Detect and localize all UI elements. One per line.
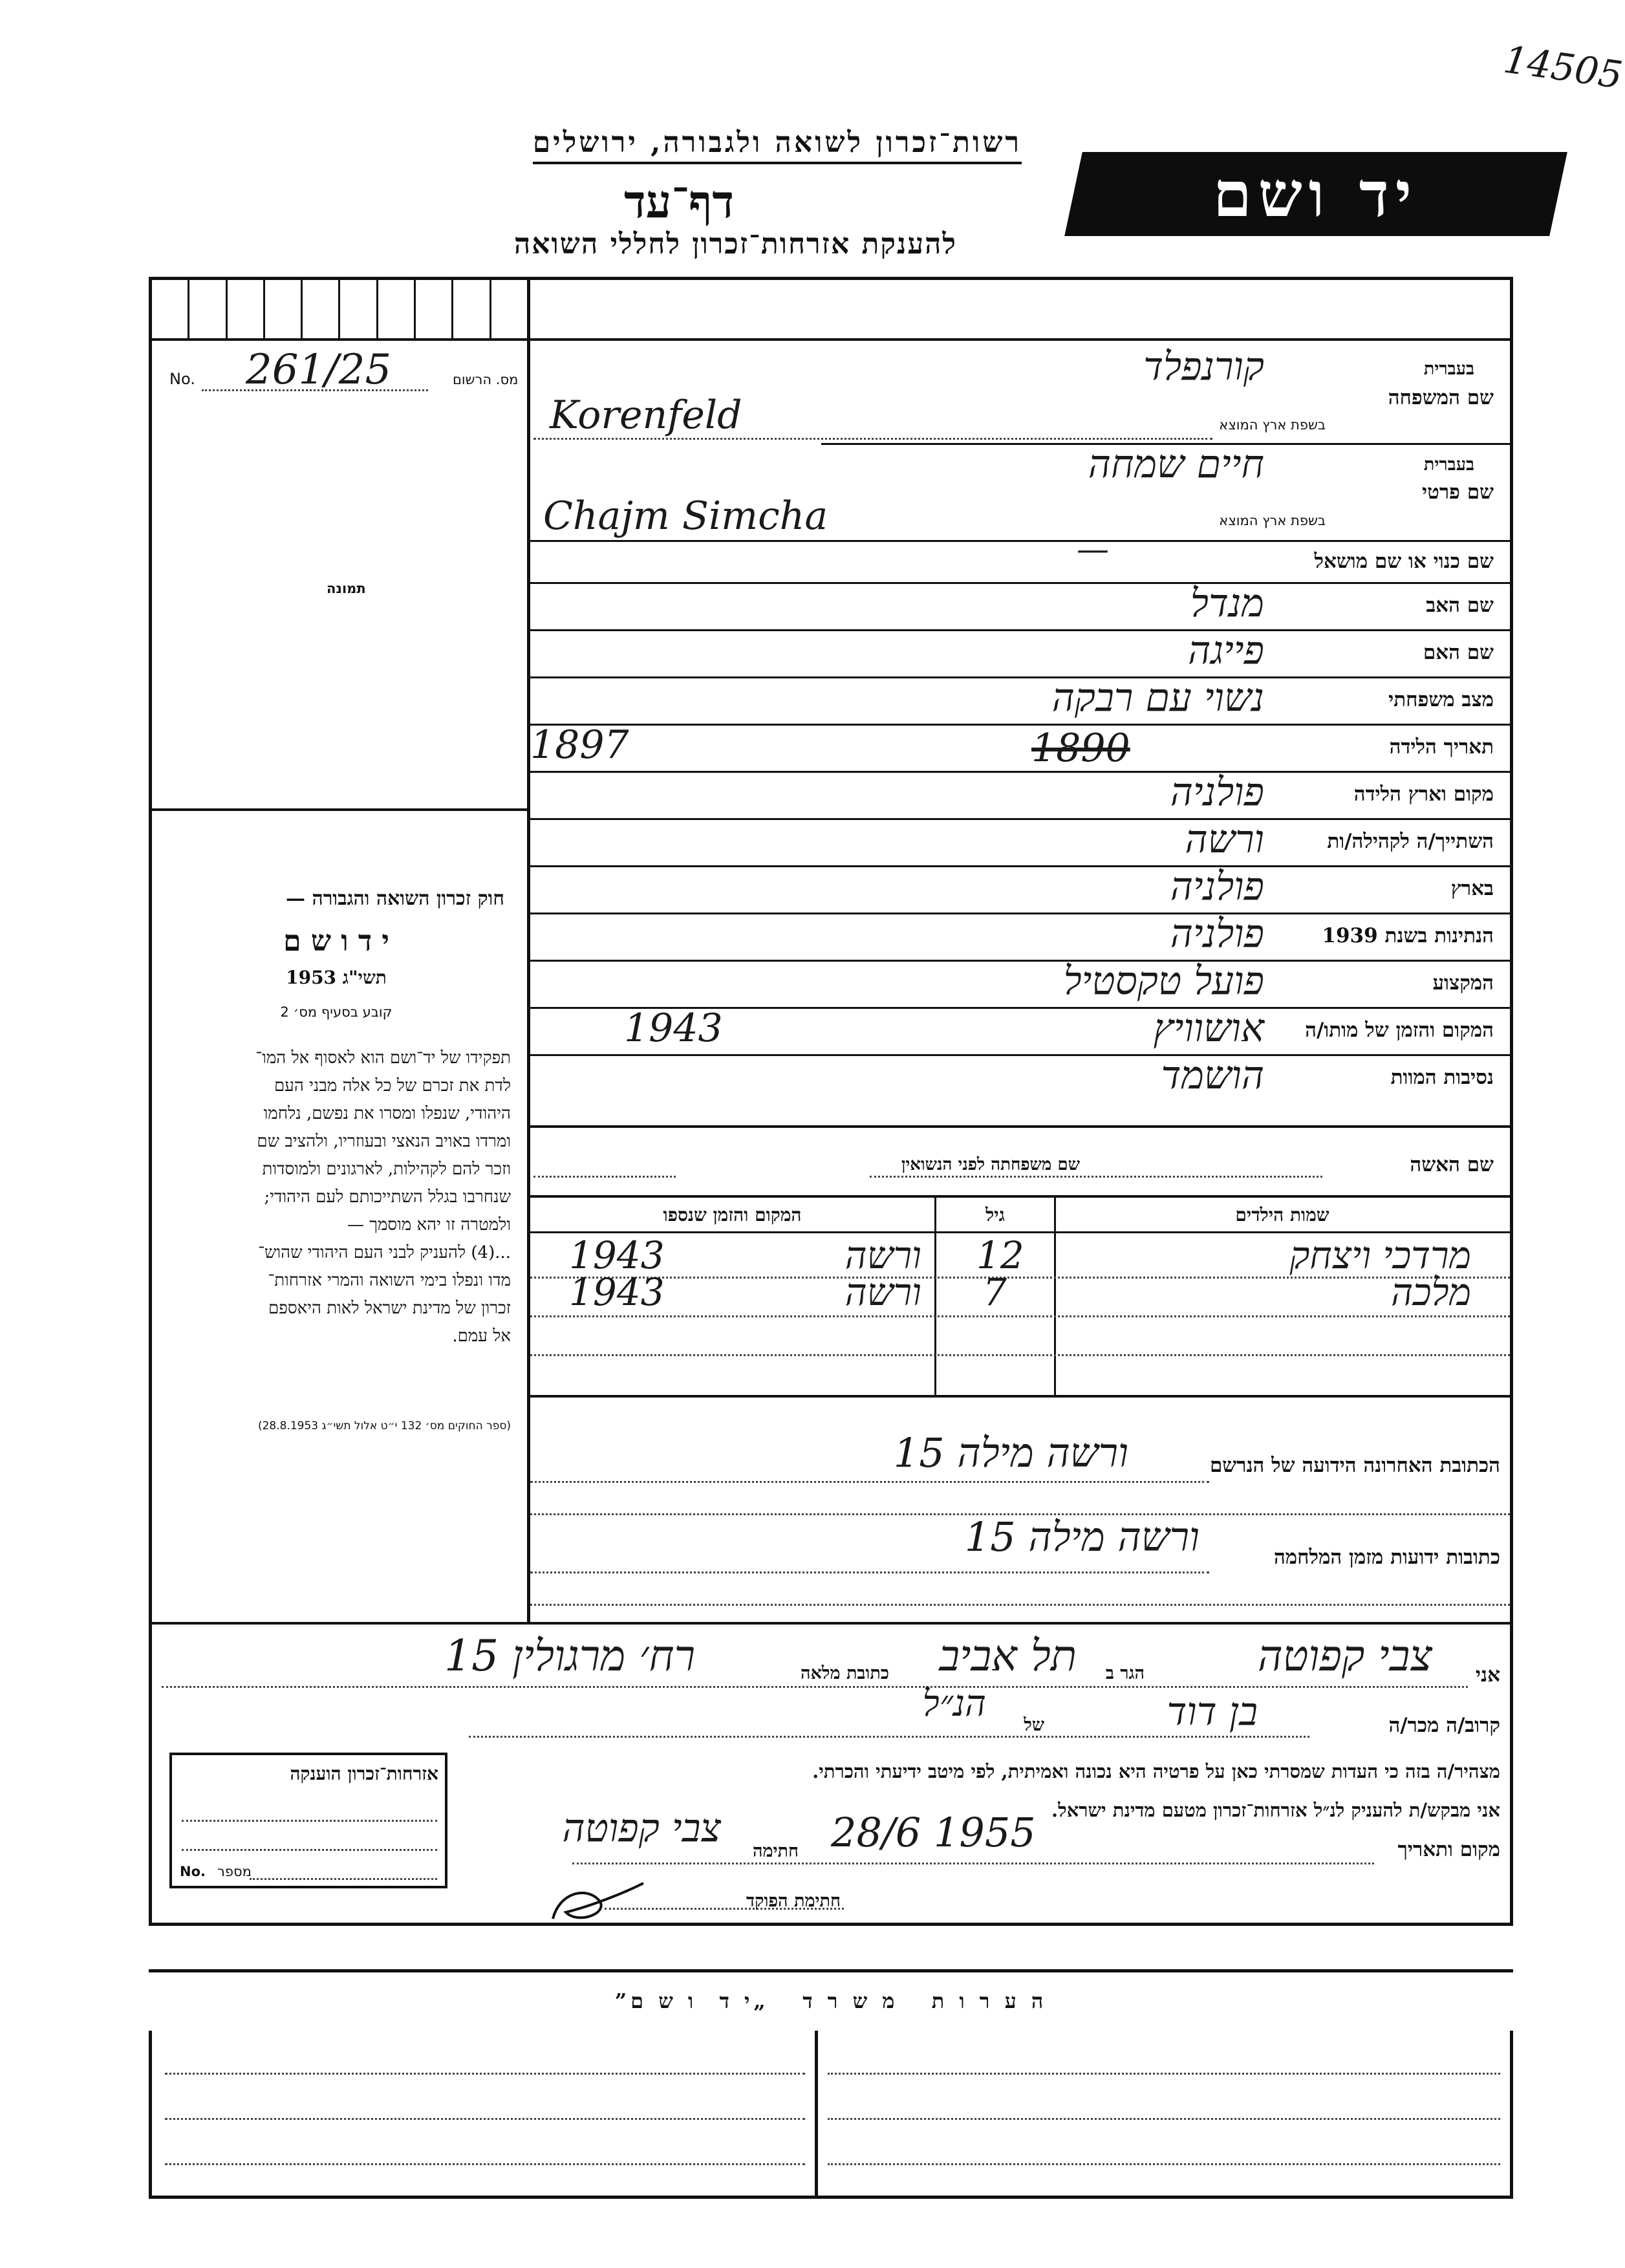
tick-strip: [152, 280, 527, 338]
law-section: קובע בסעיף מס׳ 2: [280, 1004, 393, 1020]
profession-value: פועל טקסטיל: [1063, 958, 1264, 1004]
witness-of-value: הנ״ל: [922, 1683, 986, 1725]
witness-relative-value: בן דוד: [1167, 1689, 1258, 1734]
marital-label: מצב משפחתי: [1388, 688, 1494, 711]
first-name-hebrew: חיים שמחה: [1088, 442, 1264, 487]
child-age: 12: [976, 1233, 1024, 1277]
field-birth-place: [527, 770, 1513, 818]
last-address-label: הכתובת האחרונה הידועה של הנרשם: [1209, 1454, 1500, 1477]
law-line: ...(4) להעניק לבני העם היהודי שהוש־: [258, 1243, 511, 1262]
last-address-value: ורשה מילה 15: [893, 1429, 1128, 1476]
field-wife: [527, 1130, 1513, 1195]
child-place: ורשה: [845, 1270, 921, 1314]
law-line: וזכר להם לקהילות, לארגונים ולמוסדות: [262, 1160, 511, 1179]
war-address-value: ורשה מילה 15: [964, 1513, 1200, 1561]
field-birth-date: [527, 722, 1513, 771]
official-signature-mark: [540, 1880, 669, 1932]
yad-vashem-logo: [1064, 152, 1567, 236]
death-place-value: אושוויץ: [1153, 1006, 1264, 1051]
children-names-header: שמות הילדים: [1235, 1204, 1329, 1226]
birth-place-label: מקום וארץ הלידה: [1353, 783, 1494, 806]
death-year-value: 1943: [624, 1006, 723, 1051]
child-name: מלכה: [1391, 1270, 1471, 1314]
children-place-header: המקום והזמן שנספו: [663, 1204, 802, 1226]
field-family-name: [527, 341, 1513, 444]
family-name-label: שם המשפחה: [1388, 386, 1494, 409]
field-death-place: [527, 1006, 1513, 1054]
citizenship-box: [169, 1753, 447, 1888]
law-name: י ד ו ש ם: [283, 925, 389, 958]
authority-title: רשות־זכרון לשואה ולגבורה, ירושלים: [533, 126, 1022, 164]
law-source: (ספר החוקים מס׳ 132 י״ט אלול תשי״ג 28.8.1953): [257, 1420, 511, 1432]
birth-date-value: 1897: [530, 722, 629, 768]
field-death-circumstances: [527, 1053, 1513, 1118]
law-line: שנחרבו בגלל השתייכותם לעם היהודי;: [264, 1187, 511, 1207]
citizenship-no-he: מספר: [217, 1864, 252, 1879]
label-hebrew: בעברית: [1423, 359, 1474, 379]
death-place-label: המקום והזמן של מותו/ה: [1305, 1019, 1494, 1042]
registration-number: 261/25: [246, 346, 392, 394]
child-year: 1943: [569, 1270, 665, 1314]
mother-label: שם האם: [1423, 641, 1494, 664]
field-marital: [527, 675, 1513, 724]
child-place: ורשה: [845, 1233, 921, 1277]
birth-date-label: תאריך הלידה: [1389, 735, 1494, 759]
citizenship-box-title: אזרחות־זכרון הוענקה: [290, 1763, 438, 1784]
child-age: 7: [983, 1270, 1007, 1314]
form-subtitle: להענקת אזרחות־זכרון לחללי השואה: [513, 228, 957, 261]
form-title: דף־עד: [623, 175, 734, 228]
registration-label: מס. הרשום: [453, 372, 519, 387]
death-circumstances-label: נסיבות המוות: [1390, 1066, 1494, 1089]
children-table: [530, 1198, 1510, 1395]
office-notes-area: [149, 2031, 1513, 2199]
law-line: ומרדו באויב הנאצי ובעוזריו, ולהציב שם: [257, 1132, 511, 1151]
first-name-origin: Chajm Simcha: [543, 493, 828, 539]
law-line: תפקידו של יד־ושם הוא לאסוף אל המו־: [255, 1048, 511, 1068]
witness-signature: צבי קפוטה: [562, 1806, 721, 1851]
birth-date-alt: 1890: [1031, 726, 1130, 771]
label-origin: בשפת ארץ המוצא: [1219, 513, 1326, 528]
field-community: [527, 817, 1513, 865]
children-age-header: גיל: [985, 1204, 1005, 1226]
citizenship-label: הנתינות בשנת 1939: [1322, 924, 1494, 947]
field-citizenship: [527, 911, 1513, 960]
wife-label: שם האשה: [1410, 1153, 1494, 1176]
child-name: מרדכי ויצחק: [1289, 1233, 1471, 1277]
family-name-origin: Korenfeld: [550, 393, 742, 438]
field-father: [527, 581, 1513, 629]
community-value: ורשה: [1185, 817, 1264, 862]
mother-value: פייגה: [1188, 628, 1264, 673]
law-year: תשי"ג 1953: [286, 967, 387, 988]
child-year: 1943: [569, 1233, 665, 1277]
law-line: לדת את זכרם של כל אלה מבני העם: [274, 1076, 511, 1096]
witness-of-label: של: [1024, 1715, 1044, 1735]
citizenship-value: פולניה: [1170, 911, 1264, 956]
field-first-name: [527, 442, 1513, 541]
signature-label: חתימה: [752, 1841, 799, 1861]
witness-resides-value: תל אביב: [939, 1631, 1077, 1681]
witness-request: אני מבקש/ת להעניק לנ״ל אזרחות־זכרון מטעם מדינת ישראל.: [1051, 1799, 1500, 1821]
place-date-value: 28/6 1955: [831, 1809, 1036, 1856]
law-line: זכרון של מדינת ישראל לאות היאספם: [268, 1299, 511, 1318]
family-name-hebrew: קורנפלד: [1143, 344, 1264, 389]
corner-number: 14505: [1501, 37, 1625, 98]
father-label: שם האב: [1426, 594, 1494, 617]
father-value: מנדל: [1190, 581, 1264, 626]
witness-name: צבי קפוטה: [1258, 1631, 1432, 1681]
community-label: השתייך/ה לקהילה/ות: [1327, 830, 1494, 853]
nickname-label: שם כנוי או שם מושאל: [1314, 550, 1494, 573]
death-circumstances-value: הושמד: [1161, 1053, 1264, 1098]
logo-text: יד ושם: [1213, 157, 1419, 231]
field-country: [527, 864, 1513, 913]
profession-label: המקצוע: [1432, 971, 1494, 995]
first-name-label: שם פרטי: [1421, 481, 1494, 504]
office-notes-title: ה ע ר ו ת מ ש ר ד „י ד ו ש ם”: [614, 1989, 1048, 2013]
registration-no-label: No.: [169, 370, 195, 388]
law-line: היהודי, שנפלו ומסרו את נפשם, נלחמו: [263, 1104, 511, 1123]
law-line: ולמטרה זו יהא מוסמך —: [347, 1215, 511, 1235]
field-mother: [527, 628, 1513, 676]
birth-place-value: פולניה: [1170, 770, 1264, 815]
war-address-label: כתובות ידועות מזמן המלחמה: [1273, 1546, 1500, 1569]
label-origin: בשפת ארץ המוצא: [1219, 417, 1326, 433]
country-label: בארץ: [1450, 877, 1494, 900]
field-nickname: [527, 530, 1513, 582]
field-profession: [527, 958, 1513, 1007]
label-hebrew: בעברית: [1423, 455, 1474, 475]
law-line: מדו ונפלו בימי השואה והמרי אזרחות־: [268, 1271, 511, 1290]
law-title: חוק זכרון השואה והגבורה —: [286, 887, 504, 910]
law-line: אל עמם.: [452, 1326, 511, 1346]
country-value: פולניה: [1170, 864, 1264, 909]
nickname-value: —: [1077, 530, 1109, 568]
witness-relative-label: קרוב/ה מכר/ה: [1388, 1714, 1500, 1737]
witness-i-label: אני: [1475, 1663, 1500, 1687]
witness-declaration: מצהיר/ה בזה כי העדות שמסרתי כאן על פרטיה היא נכונה ואמיתית, לפי מיטב ידיעתי והכרתי.: [812, 1760, 1500, 1782]
witness-full-address-label: כתובת מלאה: [801, 1663, 889, 1683]
wife-maiden-label: שם משפחתה לפני הנשואין: [901, 1155, 1080, 1174]
law-text: [168, 1044, 511, 1350]
photo-label: תמונה: [327, 581, 366, 596]
address-section: [530, 1416, 1510, 1610]
marital-value: נשוי עם רבקה: [1051, 675, 1264, 720]
place-date-label: מקום ותאריך: [1397, 1838, 1500, 1861]
official-signature-label: חתימת הפוקד: [746, 1891, 841, 1911]
witness-resides-label: הגר ב: [1105, 1663, 1145, 1683]
citizenship-no-label: No.: [180, 1864, 206, 1879]
witness-full-address-value: רח׳ מרגולין 15: [444, 1631, 695, 1681]
